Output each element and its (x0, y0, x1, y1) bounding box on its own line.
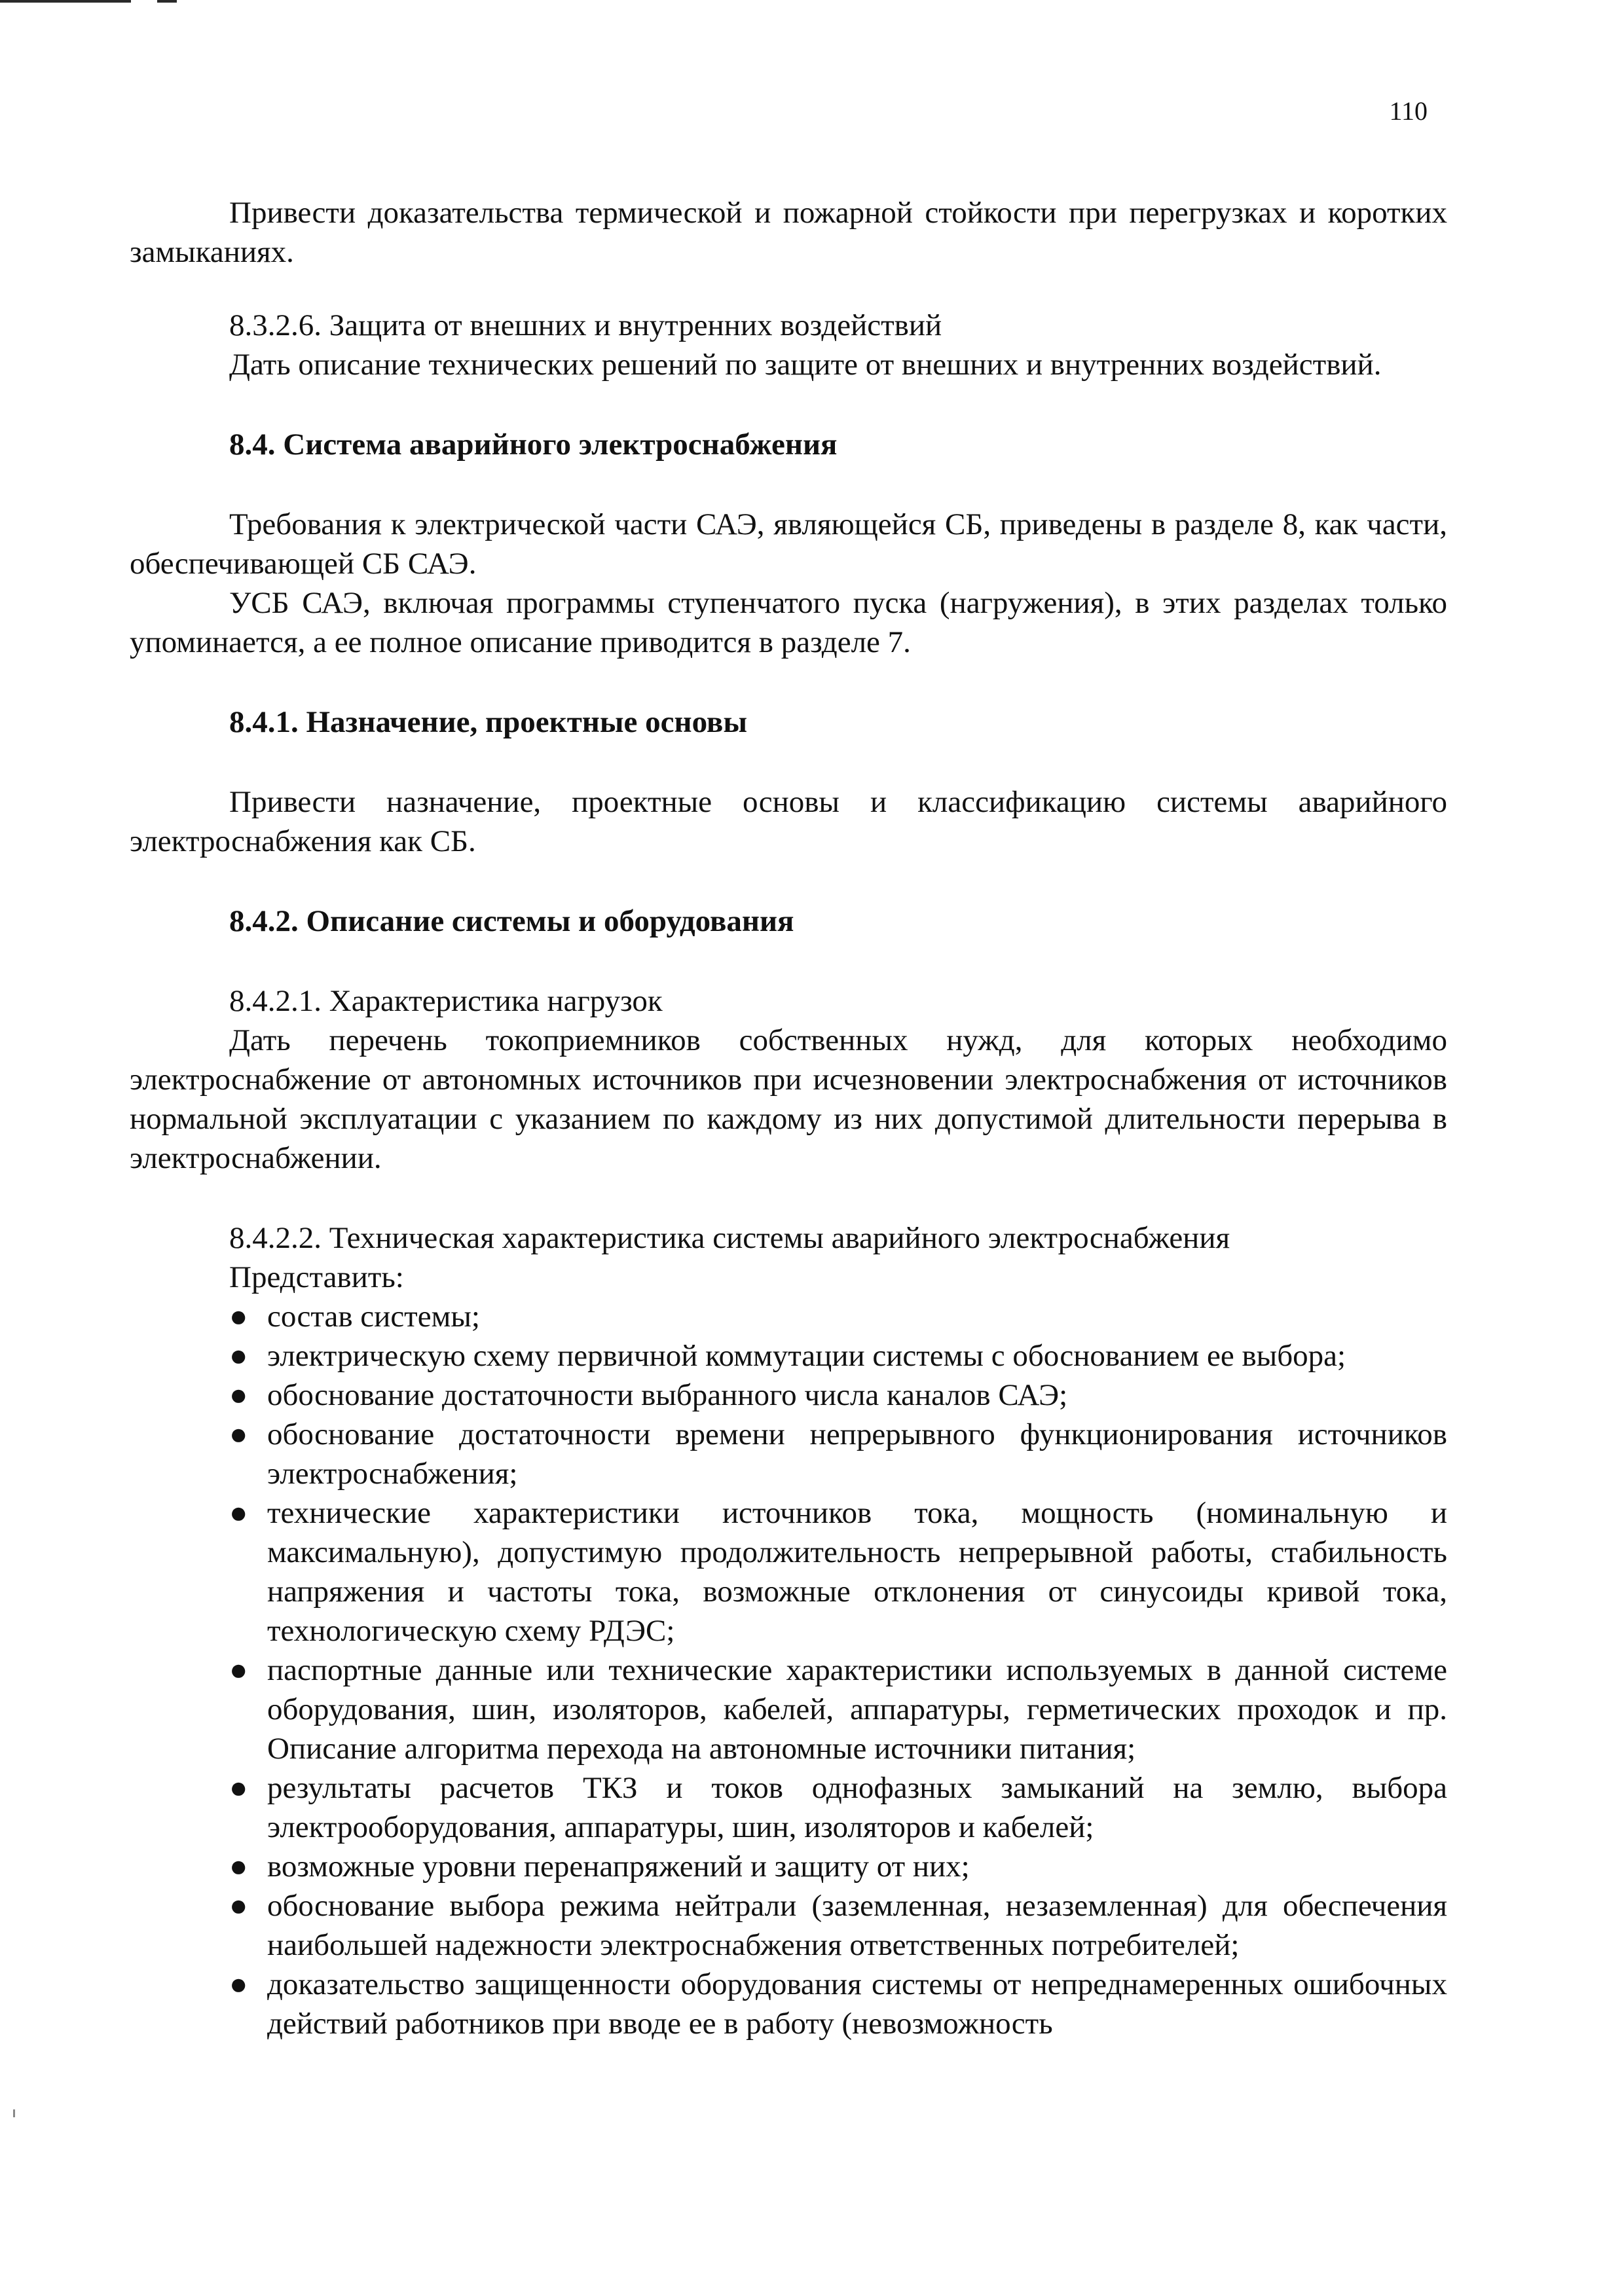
list-item (130, 1336, 1447, 1376)
list-item-text: результаты расчетов ТКЗ и токов однофазных замыканий на землю, выбора электрооборудования, аппаратуры, шин, изоляторов и кабелей; (267, 1771, 1447, 1844)
bullet-icon: ● (229, 1378, 248, 1412)
document-body (130, 193, 1447, 2043)
list-intro: Представить: (229, 1260, 404, 1294)
section-heading: 8.4. Система аварийного электроснабжения (229, 428, 838, 462)
list-item-text: доказательство защищенности оборудования системы от непреднамеренных ошибочных действий работников при вводе ее в работу (невозможность (267, 1967, 1447, 2041)
paragraph: Привести назначение, проектные основы и классификацию системы аварийного электроснабжения как СБ. (130, 785, 1447, 858)
list-item (130, 1493, 1447, 1650)
bullet-icon: ● (229, 1496, 248, 1530)
paragraph: Привести доказательства термической и пожарной стойкости при перегрузках и коротких замыканиях. (130, 196, 1447, 269)
subsection-title: 8.4.2.2. Техническая характеристика системы аварийного электроснабжения (229, 1221, 1230, 1255)
list-item-text: обоснование достаточности времени непрерывного функционирования источников электроснабжения; (267, 1417, 1447, 1491)
list-item-text: технические характеристики источников тока, мощность (номинальную и максимальную), допустимую продолжительность непрерывной работы, стабильность напряжения и частоты тока, возможные отклонения от синусоиды кривой тока, технологическую схему РДЭС; (267, 1496, 1447, 1648)
list-item (130, 1768, 1447, 1847)
paragraph: Дать описание технических решений по защите от внешних и внутренних воздействий. (229, 348, 1382, 382)
page-number: 110 (1389, 96, 1428, 126)
scan-edge-mark (157, 0, 177, 3)
subsection-title: 8.4.2.1. Характеристика нагрузок (229, 984, 663, 1018)
paragraph: УСБ САЭ, включая программы ступенчатого пуска (нагружения), в этих разделах только упоминается, а ее полное описание приводится в разделе 7. (130, 586, 1447, 659)
list-item-text: обоснование выбора режима нейтрали (заземленная, незаземленная) для обеспечения наибольшей надежности электроснабжения ответственных потребителей; (267, 1889, 1447, 1962)
bullet-icon: ● (229, 1339, 248, 1373)
list-item (130, 1847, 1447, 1886)
list-item-text: электрическую схему первичной коммутации системы с обоснованием ее выбора; (267, 1339, 1346, 1373)
scan-margin-mark (13, 2109, 15, 2117)
bullet-icon: ● (229, 1889, 248, 1923)
subsection-title: 8.3.2.6. Защита от внешних и внутренних воздействий (229, 308, 942, 342)
list-item (130, 1376, 1447, 1415)
list-item (130, 1650, 1447, 1768)
bullet-icon: ● (229, 1850, 248, 1884)
section-heading: 8.4.1. Назначение, проектные основы (229, 705, 748, 739)
section-heading: 8.4.2. Описание системы и оборудования (229, 904, 794, 938)
list-item (130, 1965, 1447, 2043)
bullet-list (130, 1297, 1447, 2043)
list-item-text: состав системы; (267, 1300, 480, 1334)
list-item (130, 1886, 1447, 1965)
bullet-icon: ● (229, 1300, 248, 1334)
scan-edge-mark (0, 0, 131, 3)
list-item-text: обоснование достаточности выбранного числа каналов САЭ; (267, 1378, 1068, 1412)
paragraph: Требования к электрической части САЭ, являющейся СБ, приведены в разделе 8, как части, обеспечивающей СБ САЭ. (130, 507, 1447, 581)
bullet-icon: ● (229, 1653, 248, 1687)
list-item-text: возможные уровни перенапряжений и защиту от них; (267, 1850, 970, 1884)
bullet-icon: ● (229, 1771, 248, 1805)
list-item (130, 1415, 1447, 1493)
bullet-icon: ● (229, 1967, 248, 2001)
bullet-icon: ● (229, 1417, 248, 1451)
paragraph: Дать перечень токоприемников собственных нужд, для которых необходимо электроснабжение от автономных источников при исчезновении электроснабжения от источников нормальной эксплуатации с указанием по каждому из них допустимой длительности перерыва в электроснабжении. (130, 1023, 1447, 1175)
list-item (130, 1297, 1447, 1336)
list-item-text: паспортные данные или технические характеристики используемых в данной системе оборудования, шин, изоляторов, кабелей, аппаратуры, герметических проходок и пр. Описание алгоритма перехода на автономные источники питания; (267, 1653, 1447, 1766)
